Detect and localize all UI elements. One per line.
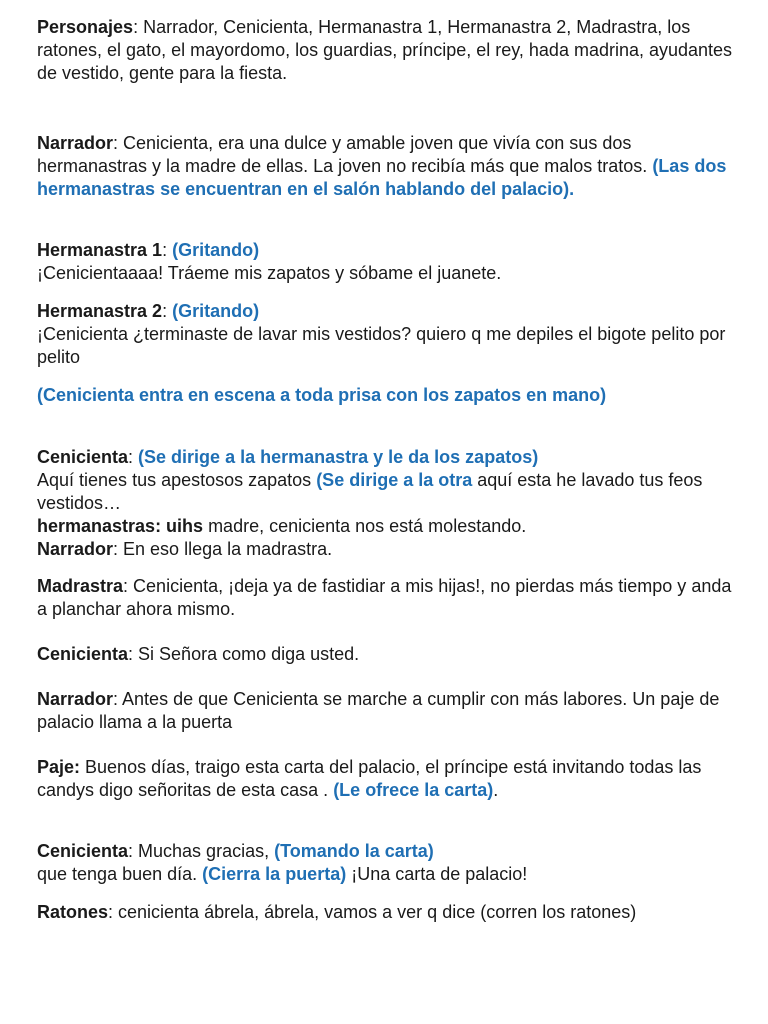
speaker-label: Narrador	[37, 689, 114, 709]
speaker-label: Ratones	[37, 902, 109, 922]
separator: :	[162, 240, 173, 260]
cenicienta-paragraph-3	[37, 840, 737, 886]
stage-direction: (Gritando)	[172, 301, 260, 321]
speaker-label: Personajes	[37, 17, 134, 37]
speaker-label: Hermanastra 1	[37, 240, 163, 260]
stage-direction: (Las dos hermanastras se encuentran en el salón hablando del palacio).	[37, 156, 727, 199]
dialogue-line: ¡Cenicientaaaa! Tráeme mis zapatos y sóbame el juanete.	[37, 263, 502, 283]
dialogue-line: : Si Señora como diga usted.	[128, 644, 360, 664]
ratones-paragraph	[37, 901, 737, 924]
paragraph-text: : Antes de que Cenicienta se marche a cumplir con más labores. Un paje de palacio llama a la puerta	[37, 689, 720, 732]
paragraph-text: : Cenicienta, era una dulce y amable joven que vivía con sus dos hermanastras y la madre de ellas. La joven no recibía más que malos tratos.	[37, 133, 653, 176]
separator: :	[128, 447, 139, 467]
speaker-label: Hermanastra 2	[37, 301, 163, 321]
cenicienta-paragraph-1	[37, 446, 737, 561]
stage-direction: (Se dirige a la otra	[316, 470, 473, 490]
narrador-paragraph-3	[37, 688, 737, 734]
stage-direction: (Gritando)	[172, 240, 260, 260]
stage-direction: (Tomando la carta)	[274, 841, 434, 861]
paje-paragraph	[37, 756, 737, 802]
hermanastra1-paragraph	[37, 239, 737, 285]
paragraph-text: : En eso llega la madrastra.	[113, 539, 333, 559]
speaker-label: Paje:	[37, 757, 81, 777]
hermanastra2-paragraph	[37, 300, 737, 369]
dialogue-line: que tenga buen día.	[37, 864, 203, 884]
separator: :	[162, 301, 173, 321]
paragraph-end: .	[493, 780, 499, 800]
dialogue-line: : Cenicienta, ¡deja ya de fastidiar a mis hijas!, no pierdas más tiempo y anda a planchar ahora mismo.	[37, 576, 732, 619]
personajes-paragraph	[37, 16, 737, 85]
stage-direction-paragraph: (Cenicienta entra en escena a toda prisa con los zapatos en mano)	[37, 385, 607, 405]
dialogue-line: ¡Una carta de palacio!	[346, 864, 528, 884]
speaker-label: Madrastra	[37, 576, 124, 596]
dialogue-line: madre, cenicienta nos está molestando.	[203, 516, 527, 536]
dialogue-line: ¡Cenicienta ¿terminaste de lavar mis vestidos? quiero q me depiles el bigote pelito por pelito	[37, 324, 726, 367]
paragraph-text: : Narrador, Cenicienta, Hermanastra 1, Hermanastra 2, Madrastra, los ratones, el gato, el mayordomo, los guardias, príncipe, el rey, hada madrina, ayudantes de vestido, gente para la fiesta.	[37, 17, 733, 83]
stage-direction: (Le ofrece la carta)	[333, 780, 494, 800]
speaker-label: Narrador	[37, 133, 114, 153]
speaker-label: Cenicienta	[37, 447, 129, 467]
speaker-label: Narrador	[37, 539, 114, 559]
stage-direction: (Cierra la puerta)	[202, 864, 347, 884]
dialogue-line: aquí esta he lavado tus feos vestidos…	[37, 470, 703, 513]
cenicienta-paragraph-2	[37, 643, 737, 666]
dialogue-line: : cenicienta ábrela, ábrela, vamos a ver q dice (corren los ratones)	[108, 902, 637, 922]
dialogue-line: Aquí tienes tus apestosos zapatos	[37, 470, 317, 490]
speaker-label: Cenicienta	[37, 841, 129, 861]
speaker-label: hermanastras: uihs	[37, 516, 204, 536]
stage-direction: (Se dirige a la hermanastra y le da los zapatos)	[138, 447, 539, 467]
dialogue-line: Buenos días, traigo esta carta del palacio, el príncipe está invitando todas las candys digo señoritas de esta casa .	[37, 757, 702, 800]
speaker-label: Cenicienta	[37, 644, 129, 664]
madrastra-paragraph	[37, 575, 737, 621]
dialogue-line: : Muchas gracias,	[128, 841, 275, 861]
narrador-paragraph-1	[37, 132, 737, 201]
